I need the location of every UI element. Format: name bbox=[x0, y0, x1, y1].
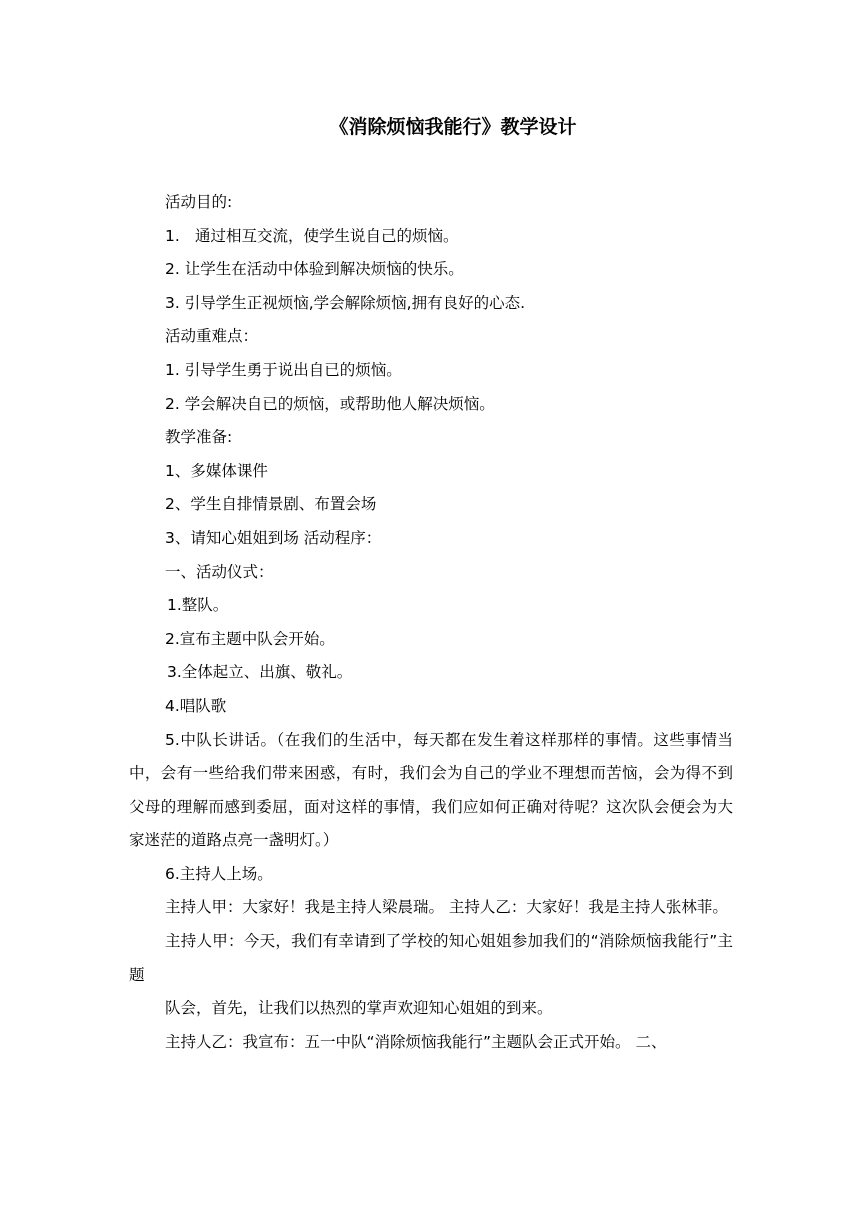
ceremony-step-1: 1.整队。 bbox=[167, 596, 229, 615]
preparation-item-2: 2、学生自排情景剧、布置会场 bbox=[165, 495, 377, 514]
key-point-item-2: 2. 学会解决自已的烦恼，或帮助他人解决烦恼。 bbox=[165, 394, 495, 413]
host-dialogue-3: 队会，首先，让我们以热烈的掌声欢迎知心姐姐的到来。 bbox=[165, 999, 553, 1018]
section-heading-key-points: 活动重难点： bbox=[165, 327, 259, 346]
section-heading-preparation: 教学准备: bbox=[165, 428, 233, 447]
host-dialogue-1: 主持人甲：大家好！我是主持人梁晨瑞。 主持人乙：大家好！我是主持人张林菲。 bbox=[165, 898, 728, 917]
ceremony-step-6: 6.主持人上场。 bbox=[165, 864, 273, 883]
section-heading-objectives: 活动目的: bbox=[165, 193, 233, 211]
preparation-item-1: 1、多媒体课件 bbox=[165, 461, 268, 480]
document-title: 《消除烦恼我能行》教学设计 bbox=[329, 116, 577, 138]
objective-number-1: 1. bbox=[165, 226, 180, 245]
ceremony-step-5: 5.中队长讲话。（在我们的生活中，每天都在发生着这样那样的事情。这些事情当中，会有一些给我们带来困惑，有时，我们会为自己的学业不理想而苦恼，会为得不到父母的理解而感到委屈，面对这样的事情，我们应如何正确对待呢？这次队会便会为大家迷茫的道路点亮一盏明灯。） bbox=[129, 730, 733, 850]
objective-text-1: 通过相互交流，使学生说自己的烦恼。 bbox=[195, 226, 459, 245]
objective-item-3: 3. 引导学生正视烦恼,学会解除烦恼,拥有良好的心态. bbox=[165, 293, 525, 312]
ceremony-step-2: 2.宣布主题中队会开始。 bbox=[165, 629, 335, 648]
objective-item-1 bbox=[129, 220, 733, 254]
document-body bbox=[129, 186, 733, 1059]
ceremony-step-4: 4.唱队歌 bbox=[165, 696, 227, 715]
host-dialogue-2: 主持人甲：今天，我们有幸请到了学校的知心姐姐参加我们的“消除烦恼我能行”主题 bbox=[129, 932, 733, 984]
host-dialogue-4: 主持人乙：我宣布：五一中队“消除烦恼我能行”主题队会正式开始。 二、 bbox=[165, 1032, 667, 1051]
preparation-item-3: 3、请知心姐姐到场 活动程序： bbox=[165, 528, 382, 547]
ceremony-step-3: 3.全体起立、出旗、敬礼。 bbox=[167, 663, 353, 682]
section-heading-ceremony: 一、活动仪式： bbox=[165, 562, 274, 581]
key-point-item-1: 1. 引导学生勇于说出自已的烦恼。 bbox=[165, 360, 402, 379]
objective-item-2: 2. 让学生在活动中体验到解决烦恼的快乐。 bbox=[165, 260, 464, 279]
